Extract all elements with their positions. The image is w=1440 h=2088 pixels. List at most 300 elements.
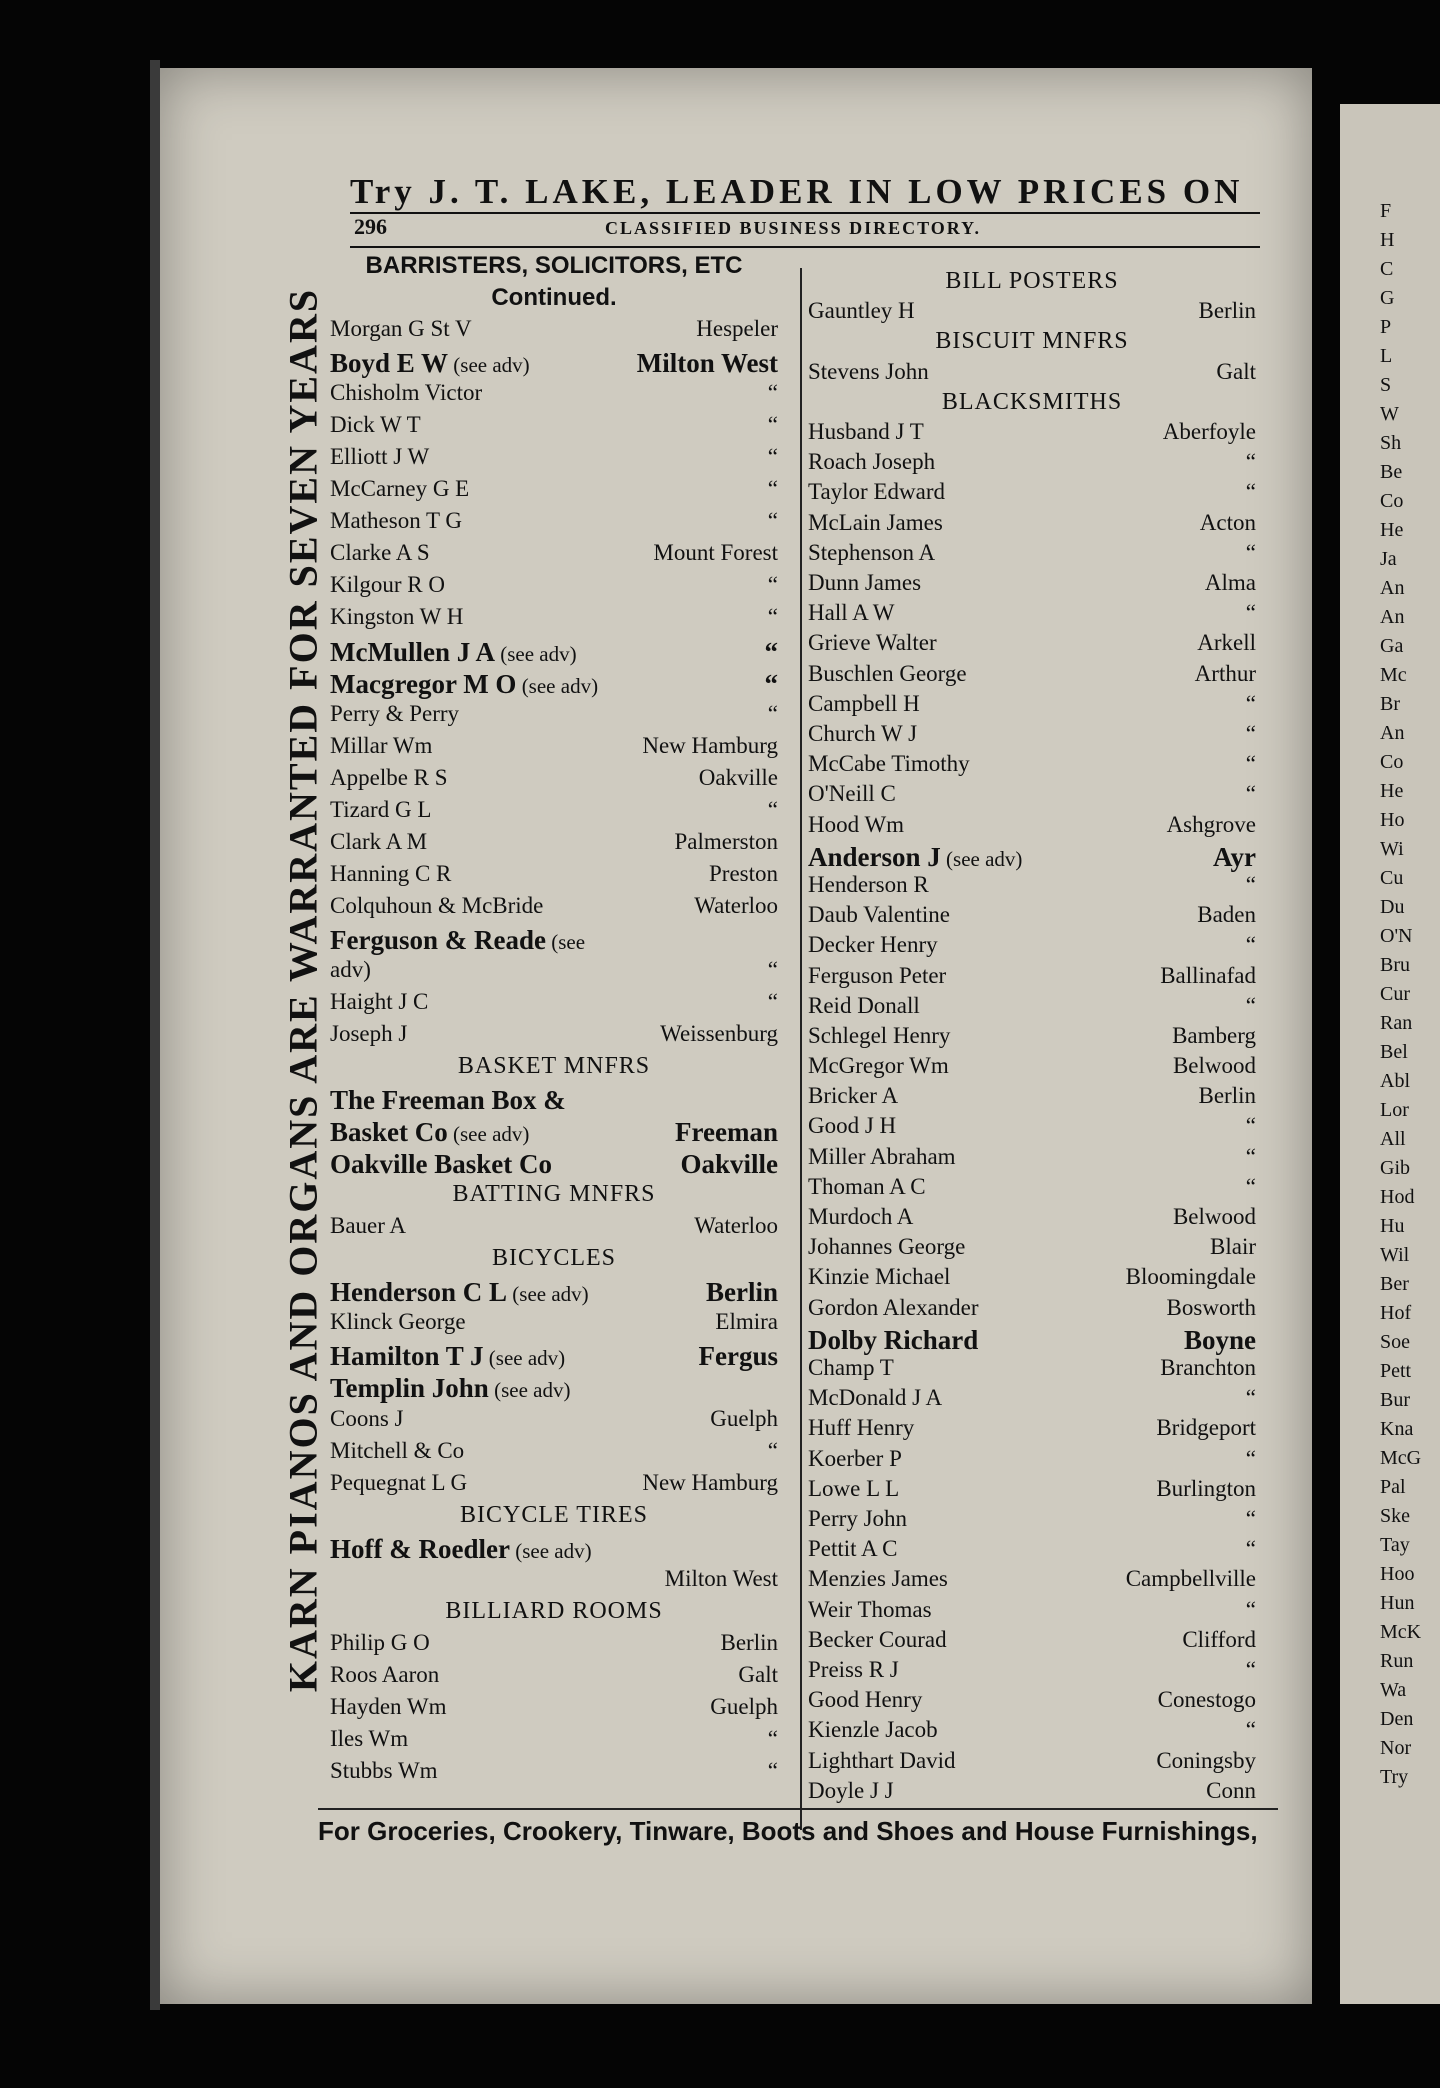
directory-entry [808, 1446, 1256, 1476]
entry-name: Roach Joseph [808, 449, 936, 475]
directory-entry [808, 1113, 1256, 1143]
directory-entry [330, 1213, 778, 1245]
entry-location: Guelph [710, 1405, 778, 1431]
entry-location: “ [1245, 1385, 1256, 1411]
directory-entry [808, 1415, 1256, 1445]
directory-entry [330, 1470, 778, 1502]
directory-entry [808, 842, 1256, 872]
entry-name: Kienzle Jacob [808, 1717, 938, 1743]
directory-entry [330, 1373, 778, 1405]
next-page-fragment: Bel [1380, 1041, 1408, 1063]
entry-location: Waterloo [694, 892, 778, 918]
entry-name: Mitchell & Co [330, 1437, 465, 1463]
entry-location: Blair [1210, 1234, 1256, 1260]
entry-location: “ [1245, 479, 1256, 505]
entry-location: Ayr [1213, 841, 1256, 872]
entry-name: Hanning C R [330, 860, 452, 886]
entry-location: “ [767, 412, 778, 438]
next-page-fragment: Ja [1380, 548, 1397, 570]
entry-name: McGregor Wm [808, 1053, 949, 1079]
see-adv-note: (see adv) [509, 1538, 592, 1563]
directory-entry [808, 1264, 1256, 1294]
directory-entry [330, 1534, 778, 1566]
next-page-fragment: Wil [1380, 1244, 1410, 1266]
top-advertisement: Try J. T. LAKE, LEADER IN LOW PRICES ON [350, 172, 1244, 211]
entry-name: Tizard G L [330, 796, 432, 822]
entry-name: Murdoch A [808, 1204, 914, 1230]
entry-location: Hespeler [696, 316, 778, 342]
next-page-fragment: Soe [1380, 1331, 1410, 1353]
entry-name: Elliott J W [330, 444, 430, 470]
side-ad-text: KARN PIANOS AND ORGANS ARE WARRANTED FOR SEVEN YEARS [280, 287, 326, 1693]
directory-entry [330, 989, 778, 1021]
entry-name: Decker Henry [808, 932, 938, 958]
entry-location: Bloomingdale [1125, 1264, 1256, 1290]
entry-location: “ [1245, 1596, 1256, 1622]
entry-location: Bosworth [1166, 1294, 1256, 1320]
section-heading: BASKET MNFRS [457, 1053, 651, 1080]
directory-entry [808, 449, 1256, 479]
directory-entry [808, 1174, 1256, 1204]
directory-entry [808, 1023, 1256, 1053]
directory-entry [808, 1355, 1256, 1385]
entry-name: Stephenson A [808, 539, 936, 565]
directory-entry [330, 1085, 778, 1117]
entry-location: Guelph [710, 1693, 778, 1719]
entry-location: Belwood [1172, 1053, 1256, 1079]
directory-entry [330, 1630, 778, 1662]
entry-location: Berlin [706, 1277, 778, 1308]
entry-location: Clifford [1182, 1626, 1256, 1652]
entry-name: Johannes George [808, 1234, 966, 1260]
next-page-fragment: Tay [1380, 1534, 1410, 1556]
section-heading: BILLIARD ROOMS [445, 1597, 663, 1624]
entry-location: Berlin [1198, 298, 1256, 324]
directory-entry [808, 1778, 1256, 1808]
entry-location: “ [767, 700, 778, 726]
entry-location: “ [767, 476, 778, 502]
entry-name: Good Henry [808, 1687, 923, 1713]
next-page-fragment: Cur [1380, 983, 1410, 1005]
next-page-fragment: L [1380, 345, 1393, 367]
entry-location: Waterloo [694, 1213, 778, 1239]
entry-name: Doyle J J [808, 1777, 894, 1803]
entry-name: Good J H [808, 1113, 897, 1139]
entry-name: Champ T [808, 1355, 894, 1381]
next-page-fragment: Hod [1380, 1186, 1415, 1208]
next-page-fragment: Cu [1380, 867, 1404, 889]
entry-location: Preston [709, 860, 778, 886]
next-page-fragment: He [1380, 780, 1404, 802]
entry-location: “ [764, 668, 778, 699]
see-adv-note: (see adv) [940, 846, 1023, 871]
next-page-fragment: G [1380, 287, 1395, 309]
entry-name: Clarke A S [330, 540, 430, 566]
directory-entry [808, 1748, 1256, 1778]
entry-name: Schlegel Henry [808, 1022, 951, 1048]
entry-name: Iles Wm [330, 1725, 409, 1751]
directory-entry [808, 1597, 1256, 1627]
entry-location: “ [767, 956, 778, 982]
entry-name: Chisholm Victor [330, 380, 483, 406]
next-page-fragment: Wi [1380, 838, 1404, 860]
directory-entry [808, 1506, 1256, 1536]
entry-name: Lighthart David [808, 1747, 956, 1773]
next-page-fragment: W [1380, 403, 1399, 425]
entry-location: Arkell [1197, 630, 1256, 656]
next-page-fragment: Den [1380, 1708, 1414, 1730]
section-heading: BISCUIT MNFRS [935, 328, 1129, 355]
directory-entry [808, 691, 1256, 721]
directory-entry [330, 1341, 778, 1373]
entry-name: Church W J [808, 720, 918, 746]
see-adv-note: (see [545, 929, 586, 954]
next-page-fragment: He [1380, 519, 1404, 541]
entry-location: Ashgrove [1166, 811, 1256, 837]
entry-name: Bricker A [808, 1083, 899, 1109]
entry-location: “ [1245, 1506, 1256, 1532]
entry-name: Buschlen George [808, 660, 967, 686]
entry-name: Clark A M [330, 828, 428, 854]
entry-name: Gordon Alexander [808, 1294, 979, 1320]
entry-location: Palmerston [674, 828, 778, 854]
next-page-fragment: Bur [1380, 1389, 1410, 1411]
directory-entry [330, 1438, 778, 1470]
directory-entry [808, 1053, 1256, 1083]
next-page-fragment: P [1380, 316, 1392, 338]
entry-location: “ [767, 508, 778, 534]
entry-location: Galt [1216, 358, 1256, 384]
directory-entry [808, 781, 1256, 811]
section-heading: BATTING MNFRS [452, 1181, 656, 1208]
entry-location: Berlin [720, 1629, 778, 1655]
entry-name: Husband J T [808, 418, 924, 444]
bottom-advertisement: For Groceries, Crookery, Tinware, Boots and Shoes and House Furnishings, [318, 1808, 1278, 1847]
next-page-fragment: S [1380, 374, 1392, 396]
directory-entry [808, 993, 1256, 1023]
entry-name: Henderson C L (see adv) [330, 1277, 589, 1308]
entry-location: Milton West [636, 348, 778, 379]
directory-entry [330, 1277, 778, 1309]
entry-location: Elmira [715, 1309, 778, 1335]
next-page-fragment: Ho [1380, 809, 1405, 831]
page-header [350, 212, 1260, 248]
next-page-fragment: Hof [1380, 1302, 1412, 1324]
directory-entry [330, 380, 778, 412]
directory-entry [330, 893, 778, 925]
entry-location: Oakville [680, 1149, 778, 1180]
entry-name: McCabe Timothy [808, 751, 970, 777]
entry-name: McCarney G E [330, 476, 470, 502]
entry-name: Philip G O [330, 1629, 430, 1655]
next-page-fragment: Run [1380, 1650, 1414, 1672]
entry-location: Branchton [1160, 1355, 1256, 1381]
entry-name: Matheson T G [330, 508, 463, 534]
section-heading: BLACKSMITHS [941, 388, 1123, 415]
entry-name: Preiss R J [808, 1657, 899, 1683]
next-page-fragment: C [1380, 258, 1394, 280]
next-page-fragment: Ske [1380, 1505, 1410, 1527]
entry-name: Morgan G St V [330, 316, 472, 342]
directory-entry [808, 661, 1256, 691]
directory-entry [808, 1476, 1256, 1506]
section-heading: BICYCLES [491, 1245, 616, 1272]
entry-name: adv) [330, 956, 371, 982]
page-number: 296 [354, 214, 387, 239]
entry-name: Oakville Basket Co [330, 1149, 553, 1180]
entry-location: “ [1245, 781, 1256, 807]
directory-entry [808, 1536, 1256, 1566]
entry-name: Reid Donall [808, 992, 920, 1018]
entry-name: Colquhoun & McBride [330, 892, 544, 918]
entry-location: Mount Forest [653, 540, 778, 566]
entry-name: Dolby Richard [808, 1324, 979, 1355]
entry-name: Klinck George [330, 1309, 466, 1335]
entry-location: Fergus [698, 1341, 778, 1372]
entry-name: Kingston W H [330, 604, 464, 630]
entry-location: New Hamburg [642, 1469, 778, 1495]
directory-entry [808, 570, 1256, 600]
next-page-fragment: H [1380, 229, 1395, 251]
directory-entry [808, 1687, 1256, 1717]
entry-name: Kilgour R O [330, 572, 445, 598]
entry-location: “ [767, 604, 778, 630]
entry-location: Bridgeport [1156, 1415, 1256, 1441]
entry-name: Dunn James [808, 569, 922, 595]
entry-location: Berlin [1198, 1083, 1256, 1109]
next-page-fragment: An [1380, 577, 1405, 599]
entry-location: Alma [1204, 569, 1256, 595]
next-page-fragment: Wa [1380, 1679, 1407, 1701]
section-heading: BILL POSTERS [945, 268, 1119, 294]
next-page-fragment: Sh [1380, 432, 1402, 454]
directory-entry [330, 604, 778, 636]
directory-entry [808, 812, 1256, 842]
next-page-fragment: McG [1380, 1447, 1422, 1469]
entry-location: “ [767, 380, 778, 406]
directory-entry [330, 957, 778, 989]
entry-location: “ [1245, 449, 1256, 475]
directory-entry [808, 1083, 1256, 1113]
directory-title: CLASSIFIED BUSINESS DIRECTORY. [605, 218, 981, 238]
directory-entry [808, 932, 1256, 962]
directory-entry [808, 902, 1256, 932]
directory-entry [330, 829, 778, 861]
directory-entry [808, 751, 1256, 781]
next-page-fragment: Br [1380, 693, 1400, 715]
directory-entry [808, 1657, 1256, 1687]
directory-entry [330, 701, 778, 733]
section-heading: BICYCLE TIRES [460, 1501, 648, 1528]
entry-name: Perry & Perry [330, 700, 460, 726]
directory-entry [330, 1662, 778, 1694]
directory-entry [808, 872, 1256, 902]
next-page-fragment: Be [1380, 461, 1403, 483]
next-page-fragment: Co [1380, 751, 1404, 773]
entry-name: Hoff & Roedler (see adv) [330, 1533, 592, 1564]
entry-name: Becker Courad [808, 1626, 947, 1652]
directory-entry [330, 797, 778, 829]
next-page-fragment: Hoo [1380, 1563, 1415, 1585]
entry-location: “ [1245, 932, 1256, 958]
entry-name: Joseph J [330, 1021, 408, 1046]
entry-location: Boyne [1183, 1324, 1256, 1355]
book-spine [150, 60, 160, 2010]
directory-entry [808, 1204, 1256, 1234]
directory-entry [808, 1325, 1256, 1355]
entry-location: Freeman [675, 1117, 778, 1148]
entry-name: Lowe L L [808, 1475, 900, 1501]
next-page-fragment: Ber [1380, 1273, 1409, 1295]
see-adv-note: (see adv) [448, 353, 530, 378]
entry-name: Hayden Wm [330, 1693, 447, 1719]
next-page-fragment: Ga [1380, 635, 1404, 657]
directory-entry [808, 419, 1256, 449]
see-adv-note: (see adv) [488, 1378, 571, 1403]
entry-name: Stevens John [808, 358, 929, 384]
entry-name: Perry John [808, 1506, 908, 1532]
entry-name: Kinzie Michael [808, 1264, 951, 1290]
entry-location: “ [767, 572, 778, 598]
entry-location: Galt [738, 1661, 778, 1687]
next-page-fragment: Du [1380, 896, 1405, 918]
entry-name: Dick W T [330, 412, 421, 438]
entry-location: “ [1245, 1657, 1256, 1683]
entry-location: “ [764, 636, 778, 667]
directory-entry [808, 1717, 1256, 1747]
entry-name: Macgregor M O (see adv) [330, 668, 599, 699]
entry-location: Acton [1199, 509, 1256, 535]
entry-location: Conestogo [1157, 1687, 1256, 1713]
entry-location: Oakville [698, 764, 778, 790]
directory-entry [330, 1149, 778, 1181]
directory-entry [330, 637, 778, 669]
next-page-fragment: Lor [1380, 1099, 1409, 1121]
directory-entry [808, 1566, 1256, 1596]
entry-location: “ [767, 444, 778, 470]
entry-location: Milton West [664, 1565, 778, 1591]
entry-name: Bauer A [330, 1213, 407, 1239]
entry-name: Thoman A C [808, 1173, 926, 1199]
next-page-fragment: McK [1380, 1621, 1422, 1643]
next-page-fragment: Try [1380, 1766, 1409, 1788]
entry-name: Miller Abraham [808, 1143, 956, 1169]
directory-entry [330, 765, 778, 797]
directory-entry [808, 1234, 1256, 1264]
side-advertisement [268, 160, 338, 1820]
entry-location: “ [1245, 1113, 1256, 1139]
next-page-fragment: Pett [1380, 1360, 1412, 1382]
next-page-fragment: An [1380, 606, 1405, 628]
next-page-fragment: Bru [1380, 954, 1410, 976]
next-page-fragment: Kna [1380, 1418, 1414, 1440]
directory-entry [808, 359, 1256, 389]
directory-entry [330, 925, 778, 957]
entry-name: Hood Wm [808, 811, 905, 837]
entry-name: Coons J [330, 1405, 404, 1431]
entry-name: Huff Henry [808, 1415, 915, 1441]
entry-name: McDonald J A [808, 1385, 943, 1411]
directory-entry [330, 348, 778, 380]
entry-name: Ferguson & Reade (see [330, 924, 586, 955]
entry-location: “ [1245, 1445, 1256, 1471]
see-adv-note: (see adv) [516, 673, 599, 698]
entry-name: Boyd E W (see adv) [330, 348, 530, 379]
see-adv-note: (see adv) [483, 1346, 566, 1371]
section-heading: Continued. [491, 284, 617, 312]
entry-name: Haight J C [330, 988, 429, 1014]
next-page-fragment: Co [1380, 490, 1404, 512]
directory-entry [808, 721, 1256, 751]
next-page-fragment: Ran [1380, 1012, 1413, 1034]
entry-location: Belwood [1172, 1204, 1256, 1230]
directory-entry [330, 1117, 778, 1149]
directory-entry [808, 963, 1256, 993]
entry-location: “ [1245, 1717, 1256, 1743]
entry-name: McMullen J A (see adv) [330, 636, 577, 667]
entry-location: “ [1245, 1143, 1256, 1169]
entry-name: Henderson R [808, 871, 929, 897]
next-page-edge [1340, 104, 1440, 2004]
directory-entry [330, 1694, 778, 1726]
entry-name: Hamilton T J (see adv) [330, 1341, 566, 1372]
entry-name: Millar Wm [330, 732, 433, 758]
next-page-fragment: F [1380, 200, 1392, 222]
entry-name: Koerber P [808, 1445, 902, 1471]
directory-entry [330, 444, 778, 476]
next-page-fragment: Pal [1380, 1476, 1406, 1498]
entry-name: Daub Valentine [808, 902, 951, 928]
entry-location: Ballinafad [1160, 962, 1256, 988]
entry-name: Appelbe R S [330, 764, 448, 790]
see-adv-note: (see adv) [447, 1122, 530, 1147]
directory-entry [808, 510, 1256, 540]
entry-name: Hall A W [808, 600, 895, 626]
entry-location: Aberfoyle [1162, 418, 1256, 444]
entry-name: Menzies James [808, 1566, 948, 1592]
directory-entry [808, 1144, 1256, 1174]
directory-entry [808, 540, 1256, 570]
entry-name: Gauntley H [808, 298, 915, 324]
directory-entry [330, 733, 778, 765]
directory-entry [330, 572, 778, 604]
entry-location: Burlington [1156, 1475, 1256, 1501]
column-divider [800, 268, 802, 1830]
entry-location: “ [1245, 600, 1256, 626]
next-page-fragment: Nor [1380, 1737, 1412, 1759]
entry-location: “ [767, 796, 778, 822]
entry-location: “ [1245, 539, 1256, 565]
entry-location: “ [1245, 1536, 1256, 1562]
entry-location: “ [767, 1437, 778, 1463]
entry-location: New Hamburg [642, 732, 778, 758]
entry-location: “ [1245, 871, 1256, 897]
directory-entry [330, 476, 778, 508]
entry-location: “ [1245, 992, 1256, 1018]
next-page-fragment: Hun [1380, 1592, 1415, 1614]
entry-location: “ [767, 1725, 778, 1751]
directory-entry [330, 861, 778, 893]
entry-location: “ [1245, 751, 1256, 777]
directory-entry [330, 1566, 778, 1598]
directory-entry [330, 508, 778, 540]
directory-entry [808, 479, 1256, 509]
directory-entry [330, 1021, 778, 1053]
entry-location: Conn [1206, 1777, 1256, 1803]
entry-name: Campbell H [808, 690, 920, 716]
entry-location: “ [767, 988, 778, 1014]
next-page-fragment: All [1380, 1128, 1406, 1150]
